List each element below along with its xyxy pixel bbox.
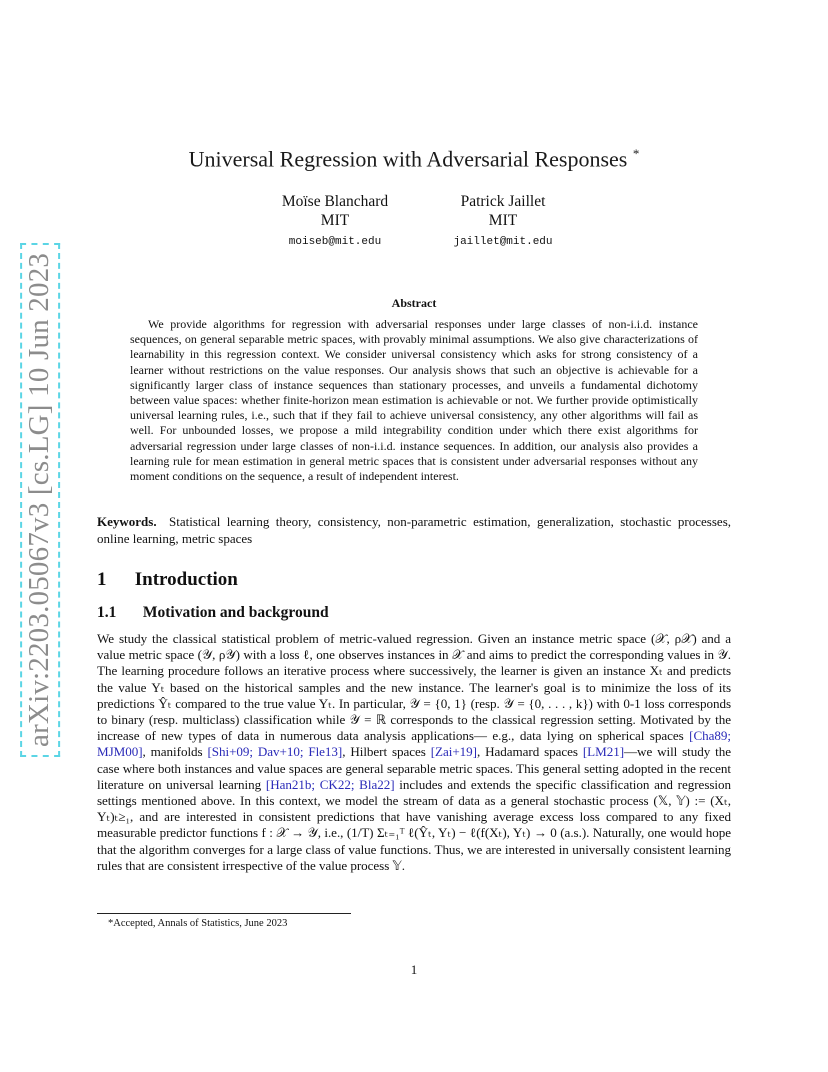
author-block-2: [403, 192, 603, 248]
citation-link[interactable]: [Zai+19]: [430, 744, 477, 760]
arxiv-identifier[interactable]: arXiv:2203.05067v3 [cs.LG] 10 Jun 2023: [20, 243, 60, 757]
subsection-heading: [97, 604, 329, 622]
citation-link[interactable]: [Cha89; MJM00]: [97, 728, 731, 760]
citation-link[interactable]: [Han21b; CK22; Bla22]: [265, 776, 395, 792]
intro-paragraph: We study the classical statistical problem of metric-valued regression. Given an instance metric space (𝒳, ρ𝒳) and a value metric space (𝒴, ρ𝒴) with a loss ℓ, one observes instances in 𝒳 and aims to predict the corresponding values in 𝒴. The learning procedure follows an iterative process where successively, the learner is given an instance Xₜ and predicts the value Yₜ based on the historical samples and the new instance. The learner's goal is to minimize the loss of its predictions Ŷₜ compared to the true value Yₜ. In particular, 𝒴 = {0, 1} (resp. 𝒴 = {0, . . . , k}) with 0-1 loss corresponds to binary (resp. multiclass) classification while 𝒴 = ℝ corresponds to the classical regression setting. Motivated by the increase of new types of data in numerous data analysis applications— e.g., data lying on spherical spaces [Cha89; MJM00], manifolds [Shi+09; Dav+10; Fle13], Hilbert spaces [Zai+19], Hadamard spaces [LM21]—we will study the case where both instances and value spaces are general separable metric spaces. This general setting adopted in the recent literature on universal learning [Han21b; CK22; Bla22] includes and extends the specific classification and regression settings mentioned above. In this context, we model the stream of data as a general stochastic process (𝕏, 𝕐) := (Xₜ, Yₜ)ₜ≥₁, and are interested in consistent predictions that have vanishing average excess loss compared to any fixed measurable predictor functions f : 𝒳 → 𝒴, i.e., (1/T) Σₜ₌₁ᵀ ℓ(Ŷₜ, Yₜ) − ℓ(f(Xₜ), Yₜ) → 0 (a.s.). Naturally, one would hope that the algorithm converges for a large class of value functions. Thus, we are interested in universally consistent learning rules that are consistent irrespective of the value process 𝕐.: [97, 631, 731, 873]
citation-link[interactable]: [LM21]: [582, 744, 624, 760]
citation-link[interactable]: [Shi+09; Dav+10; Fle13]: [207, 744, 343, 760]
keywords: [97, 514, 731, 547]
footnote: *Accepted, Annals of Statistics, June 2023: [108, 918, 288, 929]
author-affiliation: MIT: [320, 212, 350, 229]
paper-title: [0, 146, 828, 172]
author-name: Patrick Jaillet: [460, 193, 546, 210]
title-text: Universal Regression with Adversarial Responses: [188, 146, 628, 172]
author-affiliation: MIT: [488, 212, 518, 229]
section-title: Introduction: [134, 569, 238, 590]
author-name: Moïse Blanchard: [281, 193, 389, 210]
section-number: 1: [97, 569, 107, 590]
title-footnote-mark: *: [632, 146, 640, 161]
keywords-label: Keywords.: [97, 514, 157, 529]
abstract-text: We provide algorithms for regression with adversarial responses under large classes of non-i.i.d. instance sequences, on general separable metric spaces, with provably minimal assumptions. We also give characterizations of learnability in this regression context. We consider universal consistency which asks for strong consistency of a learner without restrictions on the value responses. Our analysis shows that such an objective is achievable for a significantly larger class of instance sequences than stationary processes, and unveils a fundamental dichotomy between value spaces: whether finite-horizon mean estimation is achievable or not. We further provide optimistically universal learning rules, i.e., such that if they fail to achieve universal consistency, any other algorithms will fail as well. For unbounded losses, we propose a mild integrability condition under which there exist algorithms for adversarial regression under large classes of non-i.i.d. instance sequences. In addition, our analysis also provides a learning rule for mean estimation in general metric spaces that is consistent under adversarial responses without any moment conditions on the sequence, a result of independent interest.: [130, 317, 698, 484]
author-email[interactable]: jaillet@mit.edu: [453, 236, 553, 248]
keywords-text: Statistical learning theory, consistency, non-parametric estimation, generalization, stochastic processes, online learning, metric spaces: [97, 514, 732, 546]
footnote-divider: [97, 913, 351, 914]
subsection-number: 1.1: [97, 604, 117, 621]
abstract-heading: Abstract: [391, 296, 437, 310]
author-email[interactable]: moiseb@mit.edu: [288, 236, 382, 248]
subsection-title: Motivation and background: [142, 604, 329, 621]
page-number: 1: [410, 962, 418, 977]
section-heading: [97, 569, 238, 591]
arxiv-stamp: [22, 252, 58, 748]
